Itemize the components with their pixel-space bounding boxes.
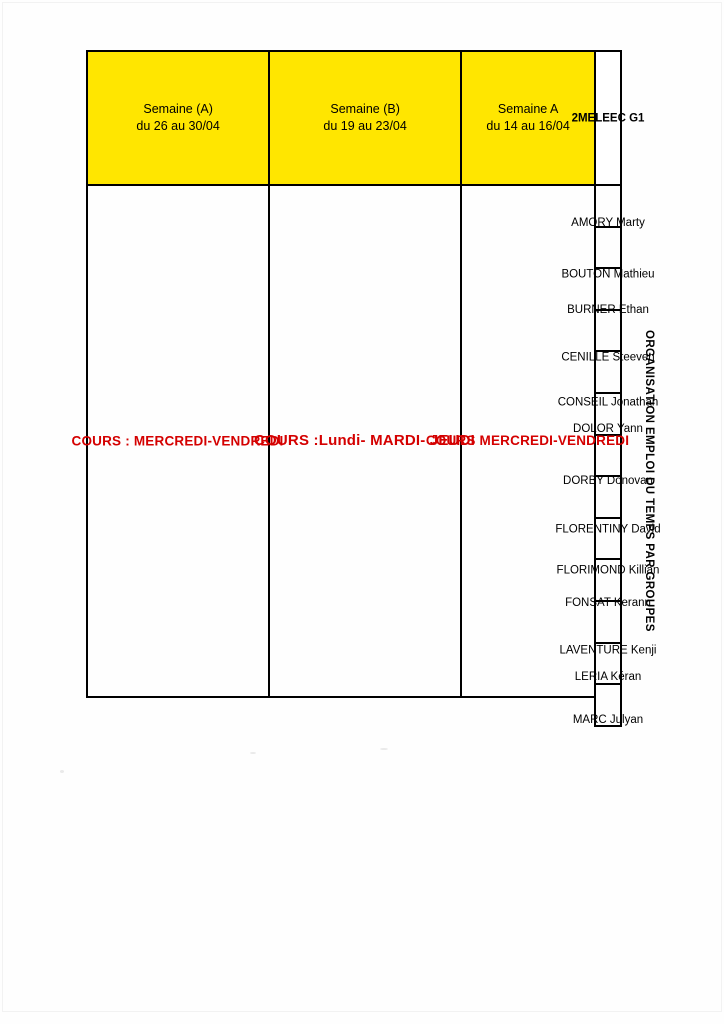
student-name-label: DOLOR Yann [573,422,643,435]
course-label: COURS MERCREDI-VENDREDI [426,433,630,449]
student-name-label: MARC Julyan [572,714,644,727]
student-name-label: AMORY Marty [571,216,645,229]
course-cell [254,185,476,697]
student-name-label: BURNER Ethan [567,304,649,317]
student-name [561,227,655,281]
group-label [571,51,645,185]
student-name-label: FLORENTINY David [555,523,661,536]
course-cell [71,185,285,697]
week-text-block [136,101,219,135]
student-name-label: LAVENTURE Kenji [559,644,657,657]
group-label-text: 2MELEEC G1 [571,111,645,124]
page-title: ORGANISATION EMPLOI DU TEMPS PAR GROUPES [643,330,655,632]
week-line-1: Semaine A [497,102,559,117]
week-line-2: du 26 au 30/04 [136,118,220,133]
student-name-label: FONSAT Kerann [565,597,651,610]
student-name [571,185,645,229]
scan-speckle [60,770,64,773]
week-text-block [486,101,569,135]
student-name-label: FLORIMOND Killian [556,564,660,577]
table-row [87,51,269,697]
week-cell [269,51,461,185]
student-name-label: BOUTON Mathieu [561,268,655,281]
week-line-2: du 19 au 23/04 [323,118,407,133]
course-label: COURS : MERCREDI-VENDREDI [71,433,285,449]
scan-speckle [380,748,388,750]
scan-speckle [250,752,256,754]
course-label: COURS :Lundi- MARDI- JEUDI [254,432,476,450]
week-line-1: Semaine (A) [143,102,213,117]
week-cell [87,51,269,185]
student-name-label: DORBY Donovan [563,474,653,487]
student-name-label: CENILLE Steeven [561,351,655,364]
roster-row [595,51,621,726]
week-line-1: Semaine (B) [330,102,400,117]
student-name-label: CONSEIL Jonathan [557,396,659,409]
student-name [572,684,644,727]
student-name-label: LERIA Kéran [574,670,642,683]
week-line-2: du 14 au 16/04 [486,118,570,133]
week-text-block [323,101,406,135]
table-row [269,51,461,697]
